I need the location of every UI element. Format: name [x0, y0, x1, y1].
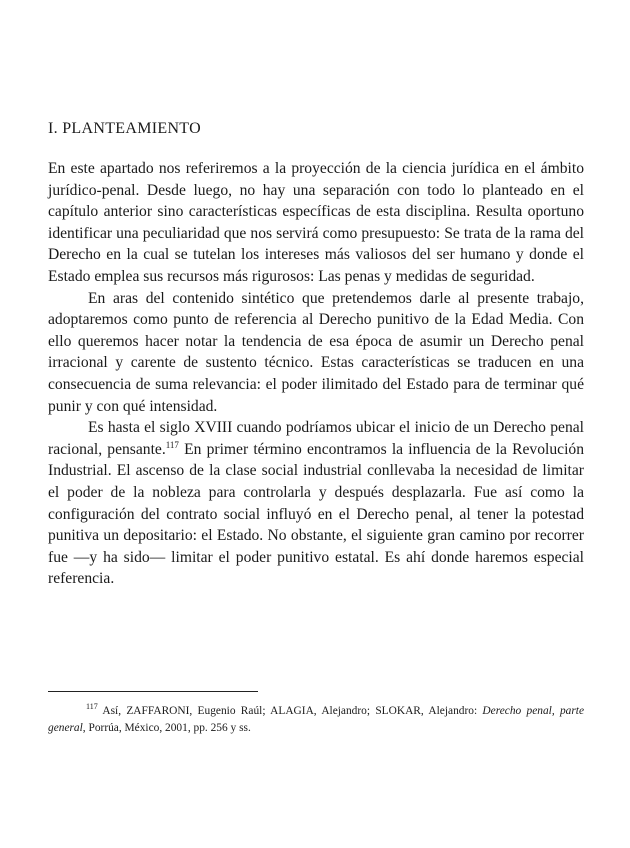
- footnote-separator: [48, 691, 258, 692]
- paragraph-2: En aras del contenido sintético que pretendemos darle al presente trabajo, adoptaremos como punto de referencia al Derecho punitivo de la Edad Media. Con ello queremos hacer notar la tendencia de esa época de asumir un Derecho penal irracional y carente de sustento técnico. Estas características se traducen en una consecuencia de suma relevancia: el poder ilimitado del Estado para de terminar qué punir y con qué intensidad.: [48, 289, 584, 415]
- footnote-number: 117: [86, 702, 98, 712]
- body-text: [48, 158, 584, 590]
- paragraph-3-text-after: En primer término encontramos la influencia de la Revolución Industrial. El ascenso de la clase social industrial conllevaba la necesidad de limitar el poder de la nobleza para controlarla y después desplazarla. Fue así como la configuración del contrato social influyó en el Derecho penal, al tener la potestad punitiva un depositario: el Estado. No obstante, el siguiente gran camino por recorrer fue —y ha sido— limitar el poder punitivo estatal. Es ahí donde haremos especial referencia.: [48, 440, 584, 588]
- paragraph-3: [48, 417, 584, 590]
- footnote-publisher: , Porrúa, México, 2001, pp. 256 y ss.: [82, 722, 251, 734]
- section-heading: I. PLANTEAMIENTO: [48, 120, 201, 137]
- paragraph-1: En este apartado nos referiremos a la proyección de la ciencia jurídica en el ámbito jurídico-penal. Desde luego, no hay una separación con todo lo planteado en el capítulo anterior sino características específicas de esta disciplina. Resulta oportuno identificar una peculiaridad que nos servirá como presupuesto: Se trata de la rama del Derecho en la cual se tutelan los intereses más valiosos del ser humano y donde el Estado emplea sus recursos más rigurosos: Las penas y medidas de seguridad.: [48, 160, 584, 285]
- footnote-work-title: Derecho penal, parte general: [48, 705, 585, 734]
- footnote-reference[interactable]: 117: [165, 439, 179, 450]
- document-page: [48, 0, 584, 848]
- paragraph-3-text-before: Es hasta el siglo XVIII cuando podríamos ubicar el inicio de un Derecho penal racional, pensante.: [48, 419, 584, 458]
- footnote: [48, 703, 584, 737]
- footnote-authors: Así, ZAFFARONI, Eugenio Raúl; ALAGIA, Alejandro; SLOKAR, Alejandro:: [97, 705, 483, 717]
